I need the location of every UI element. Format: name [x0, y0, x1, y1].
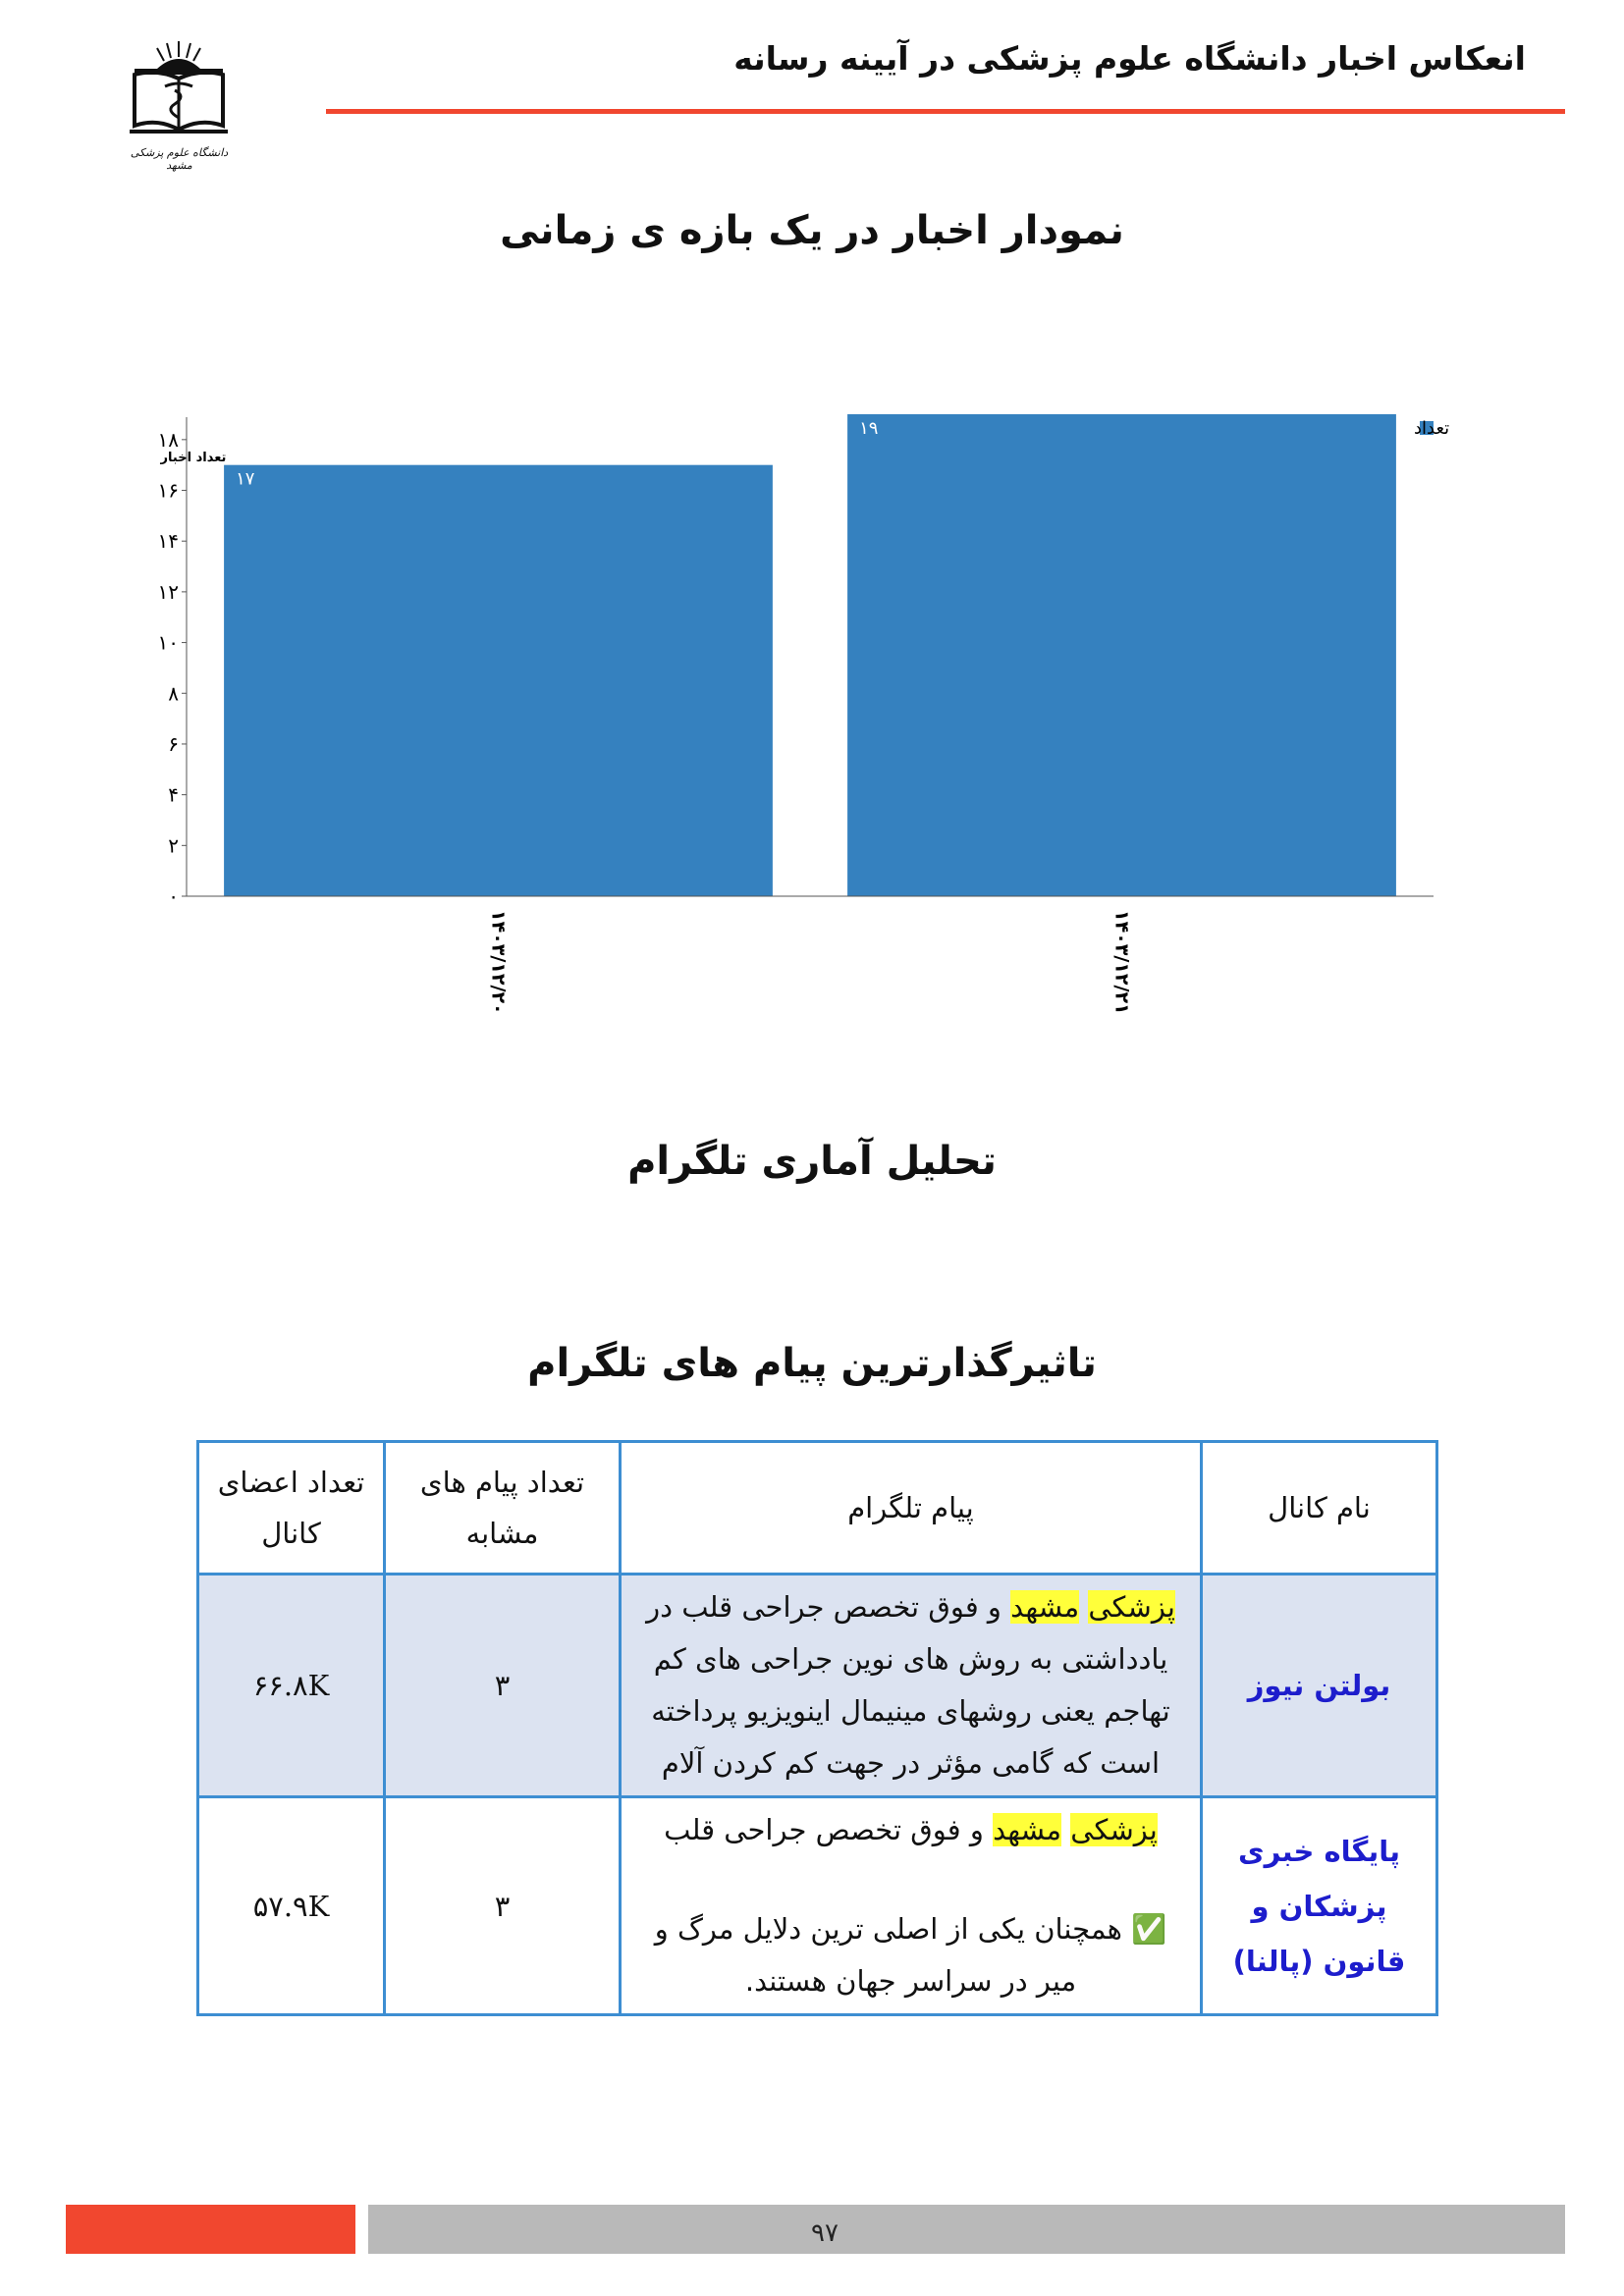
keyword-highlight: پزشکی — [1088, 1590, 1175, 1624]
telegram-top-messages-title: تاثیرگذارترین پیام های تلگرام — [527, 1341, 1097, 1386]
news-bar-chart — [137, 398, 1453, 1045]
y-tick-label: ۱۰ — [157, 630, 179, 655]
y-tick-label: ۰ — [168, 884, 179, 908]
footer-bar — [368, 2205, 1565, 2254]
table-header-row — [198, 1442, 1437, 1575]
y-tick-label: ۱۶ — [157, 478, 179, 503]
header-telegram-message: پیام تلگرام — [621, 1442, 1202, 1575]
header-channel-members: تعداد اعضای کانال — [198, 1442, 385, 1575]
page-number: ۹۷ — [811, 2218, 839, 2248]
y-tick-label: ۲ — [168, 833, 179, 858]
y-axis-label: تعداد اخبار — [160, 451, 227, 465]
message-text: ✅ همچنان یکی از اصلی ترین دلایل مرگ و میر در سراسر جهان هستند. — [654, 1912, 1167, 1998]
university-logo — [118, 35, 241, 172]
telegram-message — [621, 1797, 1202, 2015]
y-tick-label: ۶ — [168, 731, 179, 756]
legend-label: تعداد — [1414, 418, 1450, 439]
keyword-highlight: مشهد — [993, 1813, 1062, 1846]
keyword-highlight: مشهد — [1010, 1590, 1080, 1624]
message-text: و فوق تخصص جراحی قلب — [664, 1813, 984, 1846]
header-similar-count: تعداد پیام های مشابه — [385, 1442, 621, 1575]
page-header-title: انعکاس اخبار دانشگاه علوم پزشکی در آیینه رسانه — [733, 39, 1526, 78]
y-tick-label: ۱۲ — [157, 579, 179, 604]
x-tick-label: ۱۴۰۳/۱۲/۲۰ — [487, 910, 510, 1015]
bar — [847, 414, 1396, 896]
y-tick-label: ۱۴ — [157, 529, 179, 554]
channel-name-link[interactable]: بولتن نیوز — [1202, 1575, 1437, 1797]
channel-name-link[interactable]: پایگاه خبری پزشکان و قانون (پالنا) — [1202, 1797, 1437, 2015]
header-divider — [326, 109, 1565, 114]
table-row — [198, 1797, 1437, 2015]
message-text: و فوق تخصص جراحی قلب در یادداشتی به روش های نوین جراحی های کم تهاجم یعنی روشهای مینیمال اینویزیو پرداخته است که گامی مؤثر در جهت کم کردن آلام — [646, 1590, 1170, 1780]
y-tick-label: ۱۸ — [157, 427, 179, 452]
bar-value-label: ۱۷ — [236, 468, 255, 490]
header-channel-name: نام کانال — [1202, 1442, 1437, 1575]
y-tick-label: ۴ — [168, 782, 179, 807]
keyword-highlight: پزشکی — [1070, 1813, 1158, 1846]
chart-section-title: نمودار اخبار در یک بازه ی زمانی — [500, 208, 1124, 253]
members-count: ۵۷.۹K — [198, 1797, 385, 2015]
x-tick-label: ۱۴۰۳/۱۲/۲۱ — [1110, 910, 1133, 1015]
similar-count: ۳ — [385, 1575, 621, 1797]
footer-accent-bar — [66, 2205, 355, 2254]
logo-caption: دانشگاه علوم پزشکی مشهد — [130, 146, 229, 172]
telegram-messages-table — [196, 1440, 1435, 2016]
members-count: ۶۶.۸K — [198, 1575, 385, 1797]
bar-value-label: ۱۹ — [859, 418, 879, 439]
y-tick-label: ۸ — [168, 681, 179, 706]
bar — [224, 465, 773, 896]
telegram-message — [621, 1575, 1202, 1797]
telegram-section-title: تحلیل آماری تلگرام — [627, 1139, 997, 1184]
table-row — [198, 1575, 1437, 1797]
similar-count: ۳ — [385, 1797, 621, 2015]
